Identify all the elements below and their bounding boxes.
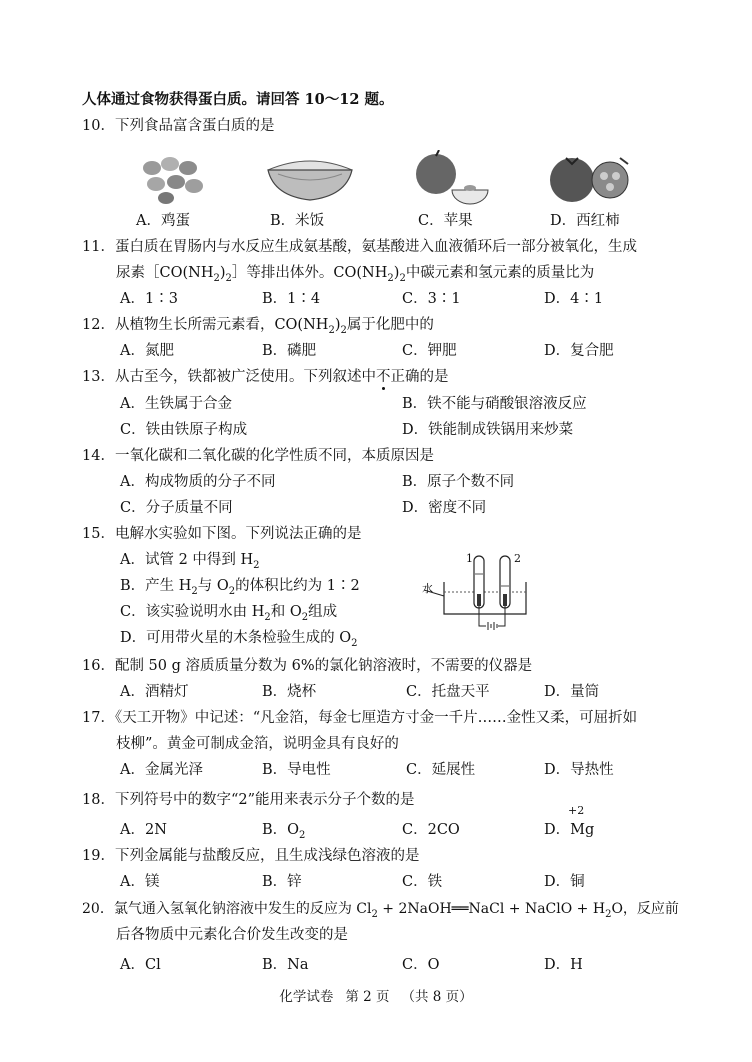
q20-option-b[interactable]: B．Na: [262, 957, 309, 973]
q20-option-d[interactable]: D．H: [544, 957, 583, 973]
q19-option-b[interactable]: B．锌: [262, 874, 302, 890]
q19-option-c[interactable]: C．铁: [402, 874, 443, 890]
egg-image: [132, 150, 212, 205]
q16-option-b[interactable]: B．烧杯: [262, 684, 317, 700]
emphasis-not: 不: [375, 369, 391, 385]
footer-page: 第 2 页: [345, 989, 390, 1005]
equals-sign: ══: [451, 901, 469, 917]
q17-option-b[interactable]: B．导电性: [262, 762, 331, 778]
page-footer: [0, 985, 752, 1005]
tube-2-label: 2: [514, 552, 521, 565]
question-17: 17．《天工开物》中记述：“凡金箔，每金七厘造方寸金一千片……金性又柔，可屈折如: [82, 710, 638, 726]
valence-superscript: +2: [568, 804, 585, 817]
electrolysis-apparatus: [422, 552, 542, 638]
q11-option-a[interactable]: A．1∶3: [120, 291, 178, 307]
q15-option-d[interactable]: D．可用带火星的木条检验生成的 $O_2$: [120, 630, 358, 649]
q11-option-b[interactable]: B．1∶4: [262, 291, 321, 307]
q17-option-c[interactable]: C．延展性: [406, 762, 476, 778]
water-label: 水: [422, 582, 433, 595]
question-12: 12．从植物生长所需元素看，$CO(NH_2)_2$属于化肥中的: [82, 317, 434, 336]
q14-option-b[interactable]: B．原子个数不同: [402, 474, 515, 490]
tomato-image: [546, 150, 636, 205]
q14-option-d[interactable]: D．密度不同: [402, 500, 487, 516]
q13-option-a[interactable]: A．生铁属于合金: [120, 396, 232, 412]
q18-option-c[interactable]: C．2CO: [402, 822, 460, 838]
q12-option-c[interactable]: C．钾肥: [402, 343, 457, 359]
q15-option-a[interactable]: A．试管 2 中得到 $H_2$: [120, 552, 260, 571]
question-14: 14．一氧化碳和二氧化碳的化学性质不同，本质原因是: [82, 448, 434, 464]
question-16: 16．配制 50 g 溶质质量分数为 6%的氯化钠溶液时，不需要的仪器是: [82, 658, 533, 674]
q15-option-b[interactable]: B．产生 $H_2$与 $O_2$的体积比约为 1∶2: [120, 578, 360, 597]
electrolysis-diagram: [422, 552, 542, 638]
question-18: 18．下列符号中的数字“2”能用来表示分子个数的是: [82, 792, 415, 808]
q10-option-a[interactable]: A．鸡蛋: [136, 213, 190, 229]
q11-option-d[interactable]: D．4∶1: [544, 291, 604, 307]
q10-option-b[interactable]: B．米饭: [270, 213, 325, 229]
question-13: 13．从古至今，铁都被广泛使用。下列叙述中不正确的是: [82, 369, 449, 385]
q13-option-c[interactable]: C．铁由铁原子构成: [120, 422, 248, 438]
q10-option-c[interactable]: C．苹果: [418, 213, 473, 229]
q18-option-a[interactable]: A．2N: [120, 822, 167, 838]
question-20: 20．氯气通入氢氧化钠溶液中发生的反应为 $Cl_2$ + 2NaOH══NaCl + NaClO + $H_2O$，反应前: [82, 901, 679, 920]
q16-option-c[interactable]: C．托盘天平: [406, 684, 490, 700]
question-11-line2: 尿素$[CO(NH_2)_2]$等排出体外。$CO(NH_2)_2$中碳元素和氢元素的质量比为: [116, 265, 595, 284]
q19-option-d[interactable]: D．铜: [544, 874, 585, 890]
question-19: 19．下列金属能与盐酸反应，且生成浅绿色溶液的是: [82, 848, 420, 864]
q12-option-b[interactable]: B．磷肥: [262, 343, 317, 359]
q18-option-b[interactable]: B．$O_2$: [262, 822, 306, 841]
q12-option-a[interactable]: A．氮肥: [120, 343, 174, 359]
section-intro: 人体通过食物获得蛋白质。请回答 10～12 题。: [82, 91, 394, 108]
question-15: 15．电解水实验如下图。下列说法正确的是: [82, 526, 362, 542]
q17-option-d[interactable]: D．导热性: [544, 762, 614, 778]
q16-option-d[interactable]: D．量筒: [544, 684, 600, 700]
q16-option-a[interactable]: A．酒精灯: [120, 684, 189, 700]
q10-option-d[interactable]: D．西红柿: [550, 213, 620, 229]
q19-option-a[interactable]: A．镁: [120, 874, 160, 890]
q14-option-a[interactable]: A．构成物质的分子不同: [120, 474, 276, 490]
q17-option-a[interactable]: A．金属光泽: [120, 762, 203, 778]
q20-option-c[interactable]: C．O: [402, 957, 440, 973]
q12-option-d[interactable]: D．复合肥: [544, 343, 614, 359]
question-20-line2: 后各物质中元素化合价发生改变的是: [116, 927, 348, 943]
q20-option-a[interactable]: A．Cl: [120, 957, 161, 973]
rice-bowl-image: [264, 150, 356, 205]
tube-1-label: 1: [466, 552, 473, 565]
q13-option-b[interactable]: B．铁不能与硝酸银溶液反应: [402, 396, 587, 412]
q14-option-c[interactable]: C．分子质量不同: [120, 500, 233, 516]
apple-image: [412, 150, 492, 205]
question-17-line2: 枝柳”。黄金可制成金箔，说明金具有良好的: [116, 736, 399, 752]
question-10: 10．下列食品富含蛋白质的是: [82, 118, 275, 134]
q18-option-d[interactable]: D．Mg: [544, 822, 595, 838]
footer-subject: 化学试卷: [279, 989, 334, 1005]
footer-total: （共 8 页）: [401, 989, 473, 1005]
q15-option-c[interactable]: C．该实验说明水由 $H_2$和 $O_2$组成: [120, 604, 338, 623]
q11-option-c[interactable]: C．3∶1: [402, 291, 461, 307]
question-11: 11．蛋白质在胃肠内与水反应生成氨基酸，氨基酸进入血液循环后一部分被氧化，生成: [82, 239, 637, 255]
q13-option-d[interactable]: D．铁能制成铁锅用来炒菜: [402, 422, 574, 438]
